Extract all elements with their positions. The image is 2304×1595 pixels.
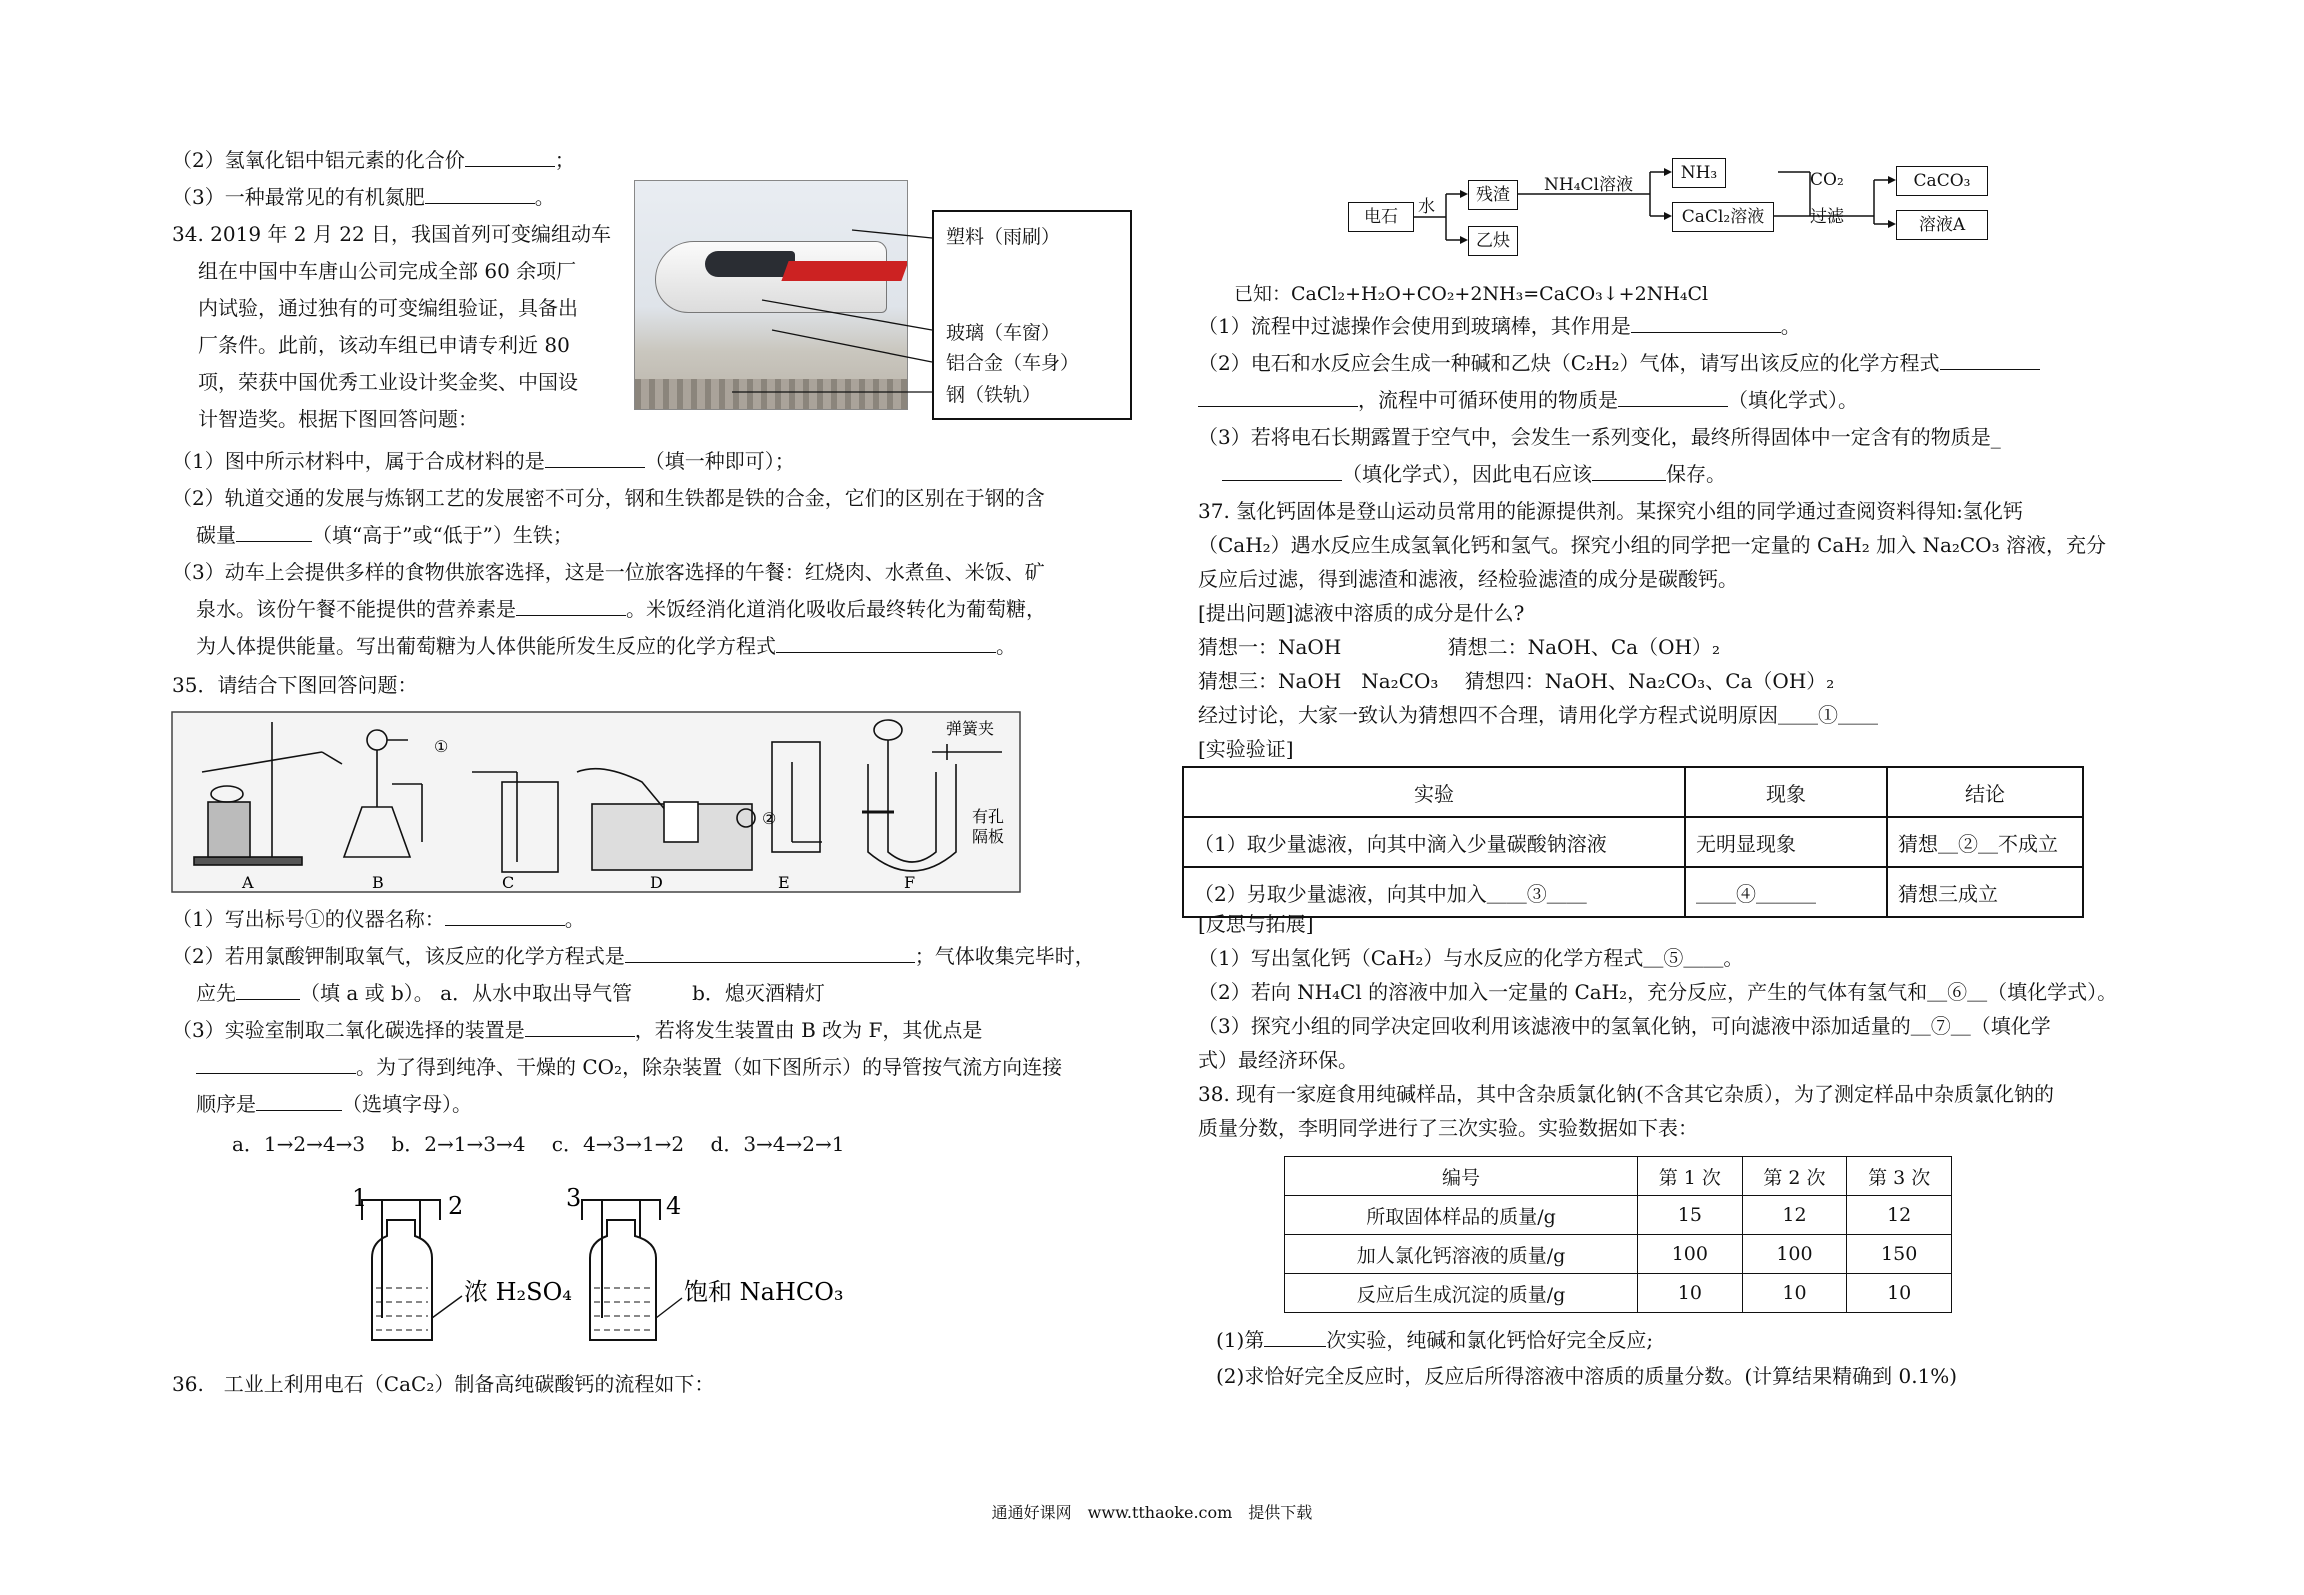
q38-1: 38. 现有一家庭食用纯碱样品，其中含杂质氯化钠(不含其它杂质），为了测定样品中杂质氯化钠的 [1198, 1082, 2054, 1106]
label-plastic: 塑料（雨刷） [946, 226, 1061, 248]
right-column [1194, 0, 2158, 1595]
table-header [1285, 1157, 1952, 1196]
flow-residue: 残渣 [1468, 180, 1518, 210]
q34-s2b: 碳量 （填“高于”或“低于”）生铁； [196, 523, 573, 547]
flow-calcium-carbide: 电石 [1348, 202, 1414, 232]
th-trial-3: 第 3 次 [1847, 1157, 1952, 1196]
q35-s3a: （3）实验室制取二氧化碳选择的装置是 ，若将发生装置由 B 改为 F，其优点是 [172, 1018, 983, 1042]
q34-s2a: （2）轨道交通的发展与炼钢工艺的发展密不可分，钢和生铁都是铁的合金，它们的区别在于钢的含 [172, 486, 1045, 510]
q37-8: [实验验证] [1198, 737, 1294, 761]
table-row [1285, 1196, 1952, 1235]
q37-9: [反思与拓展] [1198, 912, 1314, 936]
q36-title: 36. 工业上利用电石（CaC₂）制备高纯碳酸钙的流程如下： [172, 1372, 715, 1396]
q34-s3a: （3）动车上会提供多样的食物供旅客选择，这是一位旅客选择的午餐：红烧肉、水煮鱼、米饭、矿 [172, 560, 1045, 584]
q37-2: （CaH₂）遇水反应生成氢氧化钙和氢气。探究小组的同学把一定量的 CaH₂ 加入 Na₂CO₃ 溶液，充分 [1198, 533, 2106, 557]
q36-s2a: （2）电石和水反应会生成一种碱和乙炔（C₂H₂）气体，请写出该反应的化学方程式 [1198, 349, 2040, 377]
flow-filter: 过滤 [1810, 207, 1844, 227]
letter-f: F [904, 873, 916, 892]
q35-s3c: 。为了得到纯净、干燥的 CO₂，除杂装置（如下图所示）的导管按气流方向连接 [172, 1053, 1062, 1081]
table-header [1183, 767, 2083, 817]
cell: 所取固体样品的质量/g [1285, 1196, 1638, 1235]
tube-4: 4 [666, 1192, 682, 1220]
label-steel: 钢（铁轨） [946, 384, 1042, 406]
th-trial-1: 第 1 次 [1638, 1157, 1743, 1196]
q35-options: a．1→2→4→3 b．2→1→3→4 c．4→3→1→2 d．3→4→2→1 [232, 1132, 845, 1156]
q37-12: （3）探究小组的同学决定回收利用该滤液中的氢氧化钠，可向滤液中添加适量的＿⑦＿（填化学 [1198, 1014, 2051, 1038]
cell: 加人氯化钙溶液的质量/g [1285, 1235, 1638, 1274]
table-row [1183, 817, 2083, 867]
q35-s2c: 应先 （填 a 或 b）。 a．从水中取出导气管 b．熄灭酒精灯 [196, 981, 825, 1005]
letter-d: D [650, 873, 663, 892]
q34-line6: 计智造奖。根据下图回答问题： [198, 407, 478, 431]
letter-e: E [778, 873, 790, 892]
q34-line2: 组在中国中车唐山公司完成全部 60 余项厂 [198, 259, 577, 283]
q37-3: 反应后过滤，得到滤渣和滤液，经检验滤渣的成分是碳酸钙。 [1198, 567, 1738, 591]
letter-c: C [502, 873, 515, 892]
cell: （1）取少量滤液，向其中滴入少量碳酸钠溶液 [1183, 817, 1685, 867]
mark-plate-1: 有孔 [972, 807, 1005, 826]
flow-nh3: NH₃ [1672, 158, 1726, 188]
flow-co2: CO₂ [1810, 170, 1844, 190]
label-nahco3: 饱和 NaHCO₃ [684, 1278, 844, 1306]
q34-line4: 厂条件。此前，该动车组已申请专利近 80 [198, 333, 570, 357]
q34-s3d: 为人体提供能量。写出葡萄糖为人体供能所发生反应的化学方程式 。 [196, 634, 1016, 658]
flow-cacl2: CaCl₂溶液 [1672, 202, 1774, 232]
mark-two: ② [762, 809, 777, 828]
q36-s2b: ，流程中可循环使用的物质是 （填化学式）。 [1198, 386, 1858, 414]
letter-a: A [242, 873, 254, 892]
cell: 猜想三成立 [1887, 867, 2083, 917]
q33-3: （3）一种最常见的有机氮肥 。 [172, 185, 555, 209]
q37-6: 猜想三：NaOH Na₂CO₃ 猜想四：NaOH、Na₂CO₃、Ca（OH）₂ [1198, 669, 1835, 693]
cell: 10 [1847, 1274, 1952, 1313]
label-glass: 玻璃（车窗） [946, 322, 1061, 344]
q37-4: [提出问题]滤液中溶质的成分是什么? [1198, 601, 1525, 625]
th-trial-2: 第 2 次 [1742, 1157, 1847, 1196]
cell: 15 [1638, 1196, 1743, 1235]
th-experiment: 实验 [1183, 767, 1685, 817]
footer: 通通好课网 www.tthaoke.com 提供下载 [991, 1503, 1313, 1522]
q37-1: 37. 氢化钙固体是登山运动员常用的能源提供剂。某探究小组的同学通过查阅资料得知:氢化钙 [1198, 499, 2023, 523]
known-equation: 已知：CaCl₂+H₂O+CO₂+2NH₃=CaCO₃↓+2NH₄Cl [1234, 283, 1709, 305]
q34-line5: 项，荣获中国优秀工业设计奖金奖、中国设 [198, 370, 578, 394]
q37-5: 猜想一：NaOH 猜想二：NaOH、Ca（OH）₂ [1198, 635, 1720, 659]
experiment-table [1182, 766, 2084, 918]
cell: 10 [1638, 1274, 1743, 1313]
flow-caco3: CaCO₃ [1896, 166, 1988, 196]
flow-acetylene: 乙炔 [1468, 226, 1518, 256]
q37-7: 经过讨论，大家一致认为猜想四不合理，请用化学方程式说明原因＿＿①＿＿ [1198, 703, 1878, 727]
table-row [1183, 867, 2083, 917]
left-column [172, 0, 1132, 1595]
flow-solution-a: 溶液A [1896, 210, 1988, 240]
q38-3: (1)第 次实验，纯碱和氯化钙恰好完全反应; [1216, 1328, 1654, 1352]
mark-one: ① [434, 737, 449, 756]
label-h2so4: 浓 H₂SO₄ [464, 1278, 572, 1306]
table-row [1285, 1235, 1952, 1274]
label-alloy: 铝合金（车身） [946, 352, 1080, 374]
q36-s3b: （填化学式），因此电石应该 保存。 [1198, 460, 1726, 488]
cell: 无明显现象 [1685, 817, 1887, 867]
q35-s3d: 顺序是 （选填字母）。 [196, 1092, 472, 1116]
th-phenomenon: 现象 [1685, 767, 1887, 817]
q37-13: 式）最经济环保。 [1198, 1048, 1358, 1072]
wash-bottles [352, 1178, 912, 1348]
table-row [1285, 1274, 1952, 1313]
data-table [1284, 1156, 1952, 1313]
q36-s1: （1）流程中过滤操作会使用到玻璃棒，其作用是 。 [1198, 314, 1801, 338]
q35-title: 35．请结合下图回答问题： [172, 673, 418, 697]
tube-1: 1 [352, 1184, 368, 1212]
q37-10: （1）写出氢化钙（CaH₂）与水反应的化学方程式＿⑤＿＿。 [1198, 946, 1744, 970]
letter-b: B [372, 873, 384, 892]
mark-clip: 弹簧夹 [946, 719, 995, 738]
q38-2: 质量分数，李明同学进行了三次实验。实验数据如下表： [1198, 1116, 1698, 1140]
materials-box [932, 210, 1132, 420]
th-conclusion: 结论 [1887, 767, 2083, 817]
cell: 100 [1742, 1235, 1847, 1274]
q34-line3: 内试验，通过独有的可变编组验证，具备出 [198, 296, 578, 320]
q36-s3a: （3）若将电石长期露置于空气中，会发生一系列变化，最终所得固体中一定含有的物质是_ [1198, 425, 2001, 449]
cell: ＿＿④＿＿＿ [1685, 867, 1887, 917]
cell: （2）另取少量滤液，向其中加入＿＿③＿＿ [1183, 867, 1685, 917]
cell: 12 [1742, 1196, 1847, 1235]
mark-plate-2: 隔板 [972, 827, 1005, 846]
tube-2: 2 [448, 1192, 464, 1220]
cell: 猜想＿②＿不成立 [1887, 817, 2083, 867]
q34-s1: （1）图中所示材料中，属于合成材料的是 （填一种即可）； [172, 449, 795, 473]
flow-water: 水 [1418, 197, 1435, 217]
q34-line1: 34. 2019 年 2 月 22 日，我国首列可变编组动车 [172, 222, 612, 246]
q34-s3b: 泉水。该份午餐不能提供的营养素是 。米饭经消化道消化吸收后最终转化为葡萄糖， [196, 597, 1046, 621]
cell: 100 [1638, 1235, 1743, 1274]
q35-s1: （1）写出标号①的仪器名称： 。 [172, 907, 585, 931]
tube-3: 3 [566, 1184, 582, 1212]
flow-nh4cl: NH₄Cl溶液 [1544, 175, 1633, 195]
q33-2: （2）氢氧化铝中铝元素的化合价 ； [172, 148, 575, 172]
cell: 10 [1742, 1274, 1847, 1313]
q35-s2a: （2）若用氯酸钾制取氧气，该反应的化学方程式是 ；气体收集完毕时， [172, 944, 1095, 968]
cell: 150 [1847, 1235, 1952, 1274]
th-id: 编号 [1285, 1157, 1638, 1196]
apparatus-figure [172, 712, 1032, 894]
cell: 12 [1847, 1196, 1952, 1235]
q37-11: （2）若向 NH₄Cl 的溶液中加入一定量的 CaH₂，充分反应，产生的气体有氢气和＿⑥＿（填化学式）。 [1198, 980, 2118, 1004]
q38-4: (2)求恰好完全反应时，反应后所得溶液中溶质的质量分数。(计算结果精确到 0.1%) [1216, 1364, 1958, 1388]
cell: 反应后生成沉淀的质量/g [1285, 1274, 1638, 1313]
